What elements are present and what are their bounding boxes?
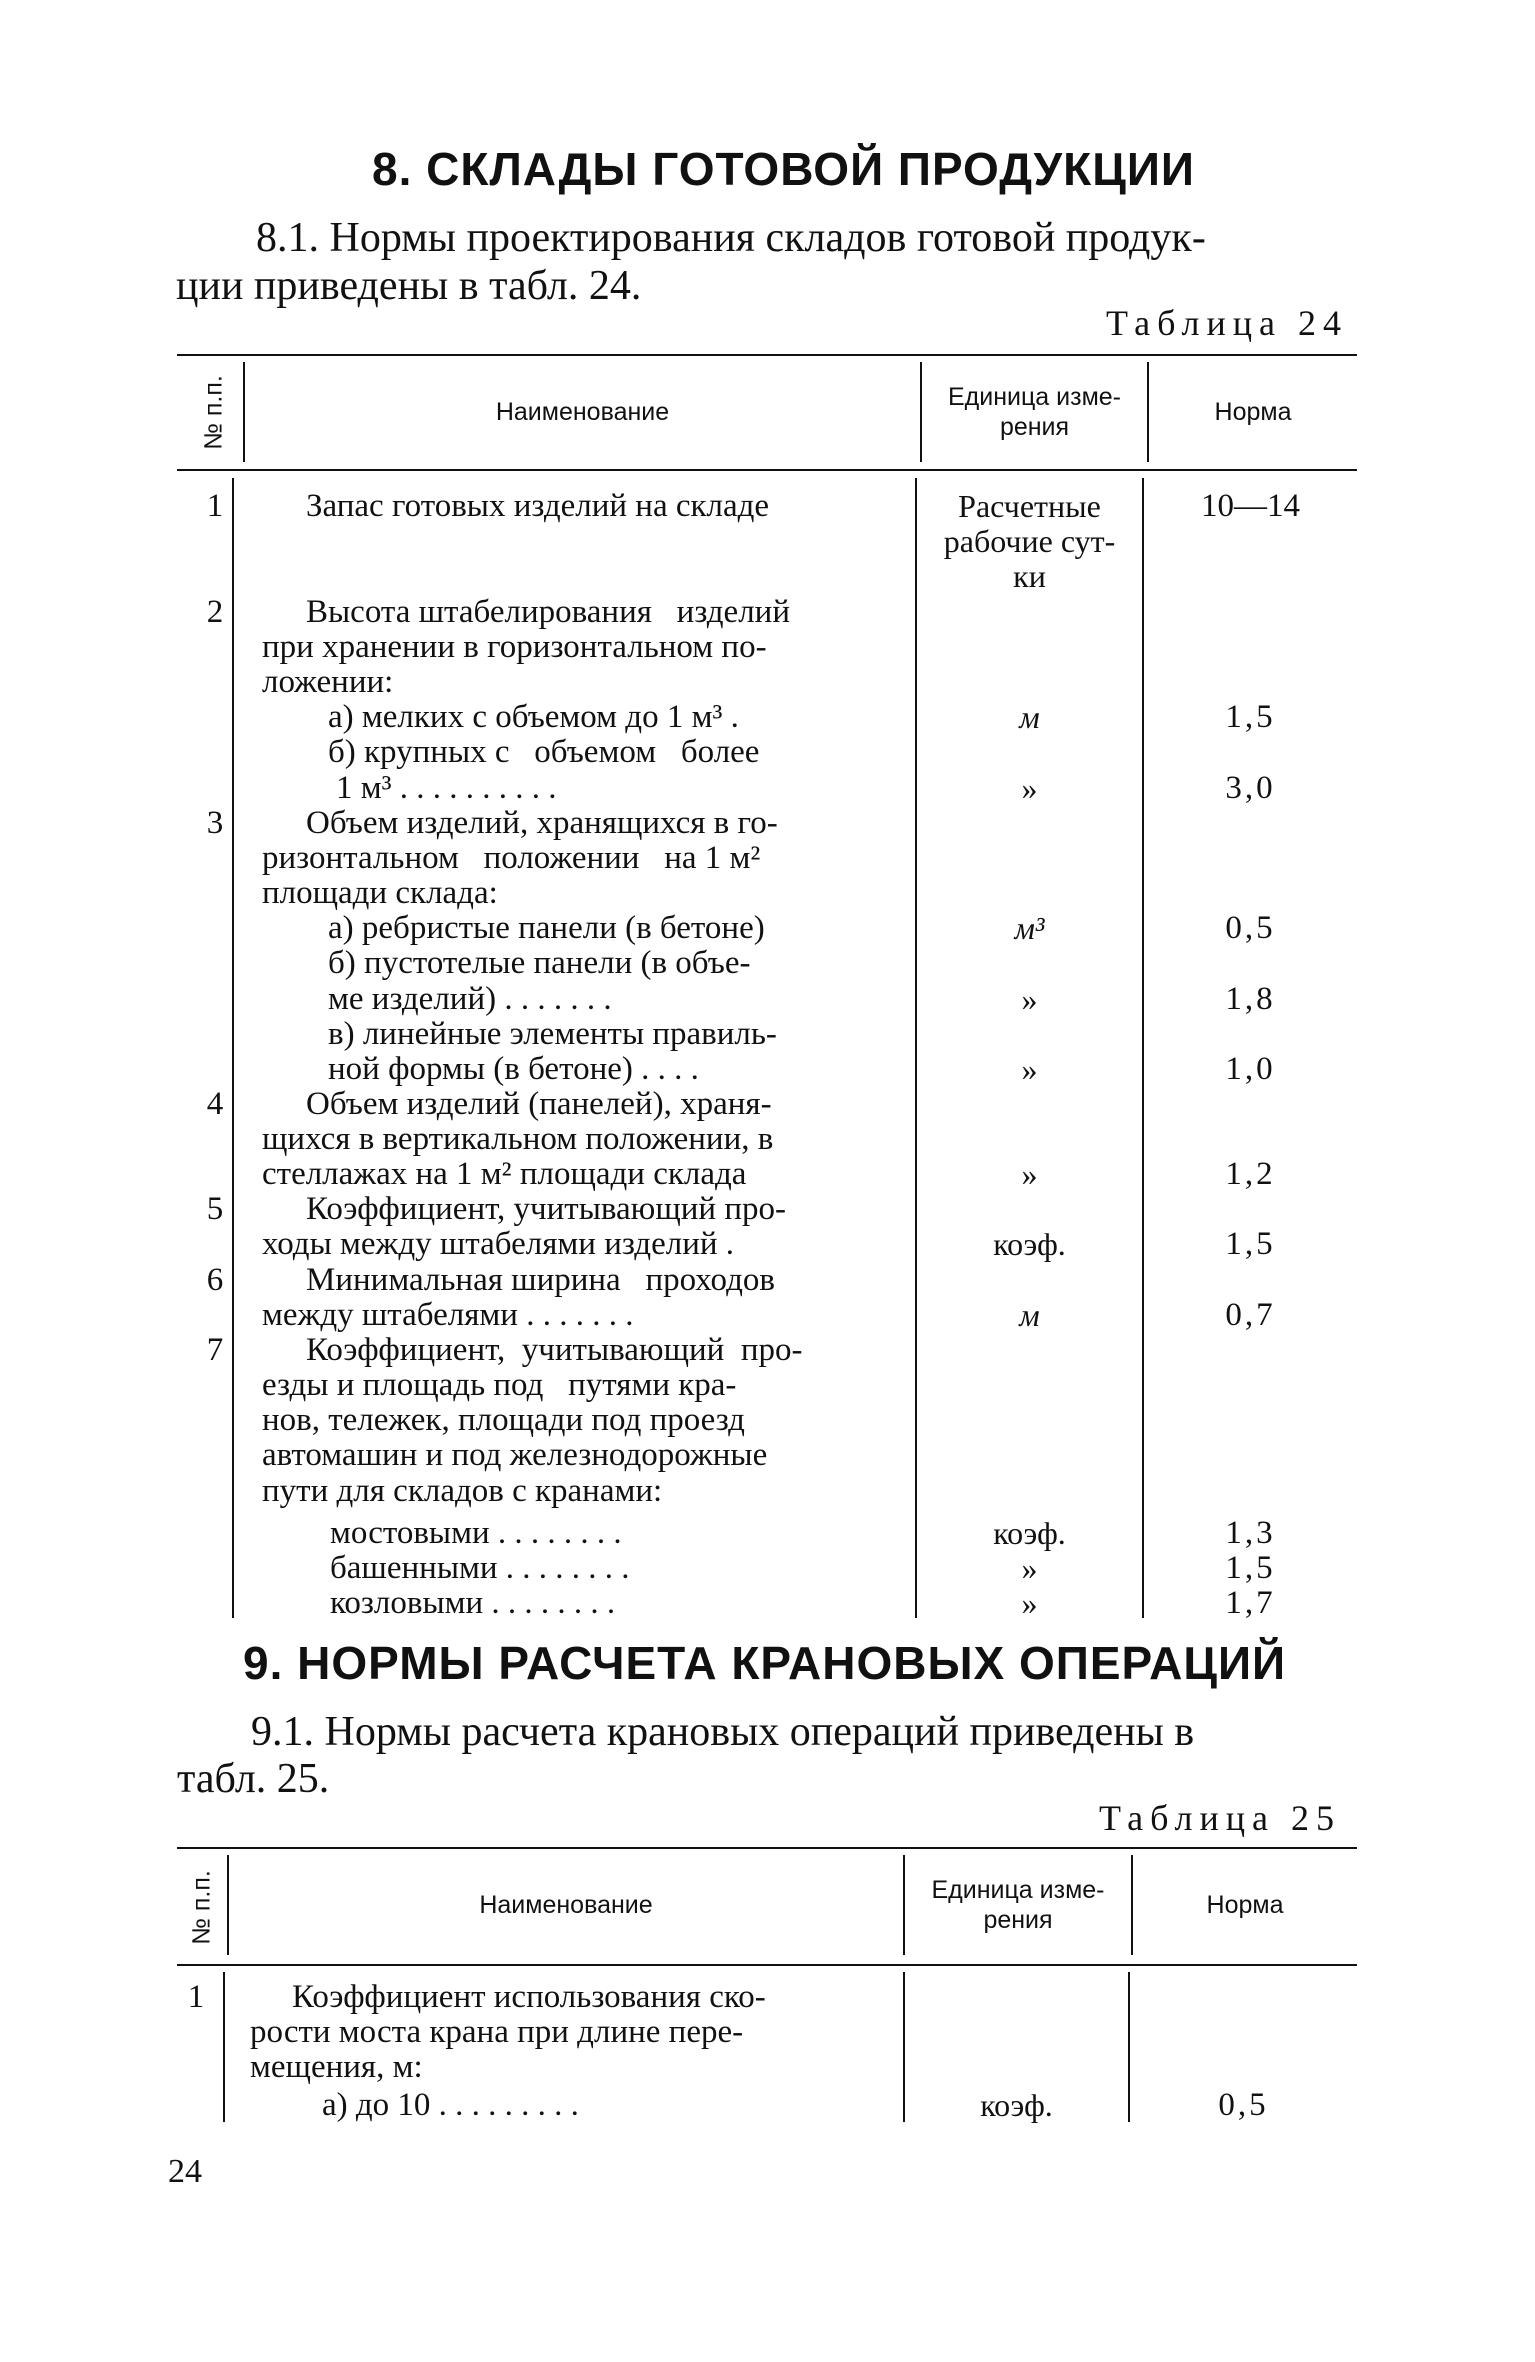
table-24-norm: 10—14 — [1201, 488, 1300, 524]
table-24-norm: 1,8 — [1225, 981, 1276, 1017]
table-24-unit: ки — [1013, 558, 1046, 594]
table-24-name-line: между штабелями . . . . . . . — [262, 1297, 634, 1333]
table-24-name-line: автомашин и под железнодорожные — [262, 1437, 768, 1473]
table-24-name-line: а) мелких с объемом до 1 м³ . — [328, 699, 739, 735]
table-25-header-unit-line-1: Единица изме- — [931, 1876, 1105, 1904]
table-24-header-norm: Норма — [1214, 398, 1292, 426]
table-24-row-number: 6 — [206, 1262, 224, 1298]
section-9-paragraph-line-1: 9.1. Нормы расчета крановых операций приведены в — [251, 1709, 1195, 1755]
table-25-unit: коэф. — [980, 2087, 1053, 2123]
table-24-unit: м — [1019, 1297, 1040, 1333]
table-24-name-line: в) линейные элементы правиль- — [328, 1016, 777, 1052]
table-24-unit: коэф. — [993, 1226, 1066, 1262]
table-24-name-line: а) ребристые панели (в бетоне) — [328, 910, 765, 946]
table-24-name-line: пути для складов с кранами: — [262, 1473, 663, 1509]
table-24-name-line: ме изделий) . . . . . . . — [328, 981, 612, 1017]
table-24-norm: 1,0 — [1225, 1051, 1276, 1087]
table-24-name-line: щихся в вертикальном положении, в — [262, 1121, 774, 1157]
table-24-unit: » — [1021, 1585, 1038, 1621]
table-24-header-num: № п.п. — [199, 375, 228, 450]
table-24-unit: м — [1019, 699, 1040, 735]
table-24-unit: Расчетные — [958, 488, 1101, 524]
table-24-name-line: б) пустотелые панели (в объе- — [328, 945, 751, 981]
table-24-name-line: Высота штабелирования изделий — [306, 594, 790, 630]
table-24-unit: м³ — [1014, 910, 1045, 946]
table-25-name-line: Коэффициент использования ско- — [292, 1979, 766, 2015]
table-24-name-line: нов, тележек, площади под проезд — [262, 1402, 745, 1438]
table-24-norm: 0,7 — [1225, 1297, 1276, 1333]
table-24-norm: 3,0 — [1225, 770, 1276, 806]
table-24-name-line: ной формы (в бетоне) . . . . — [328, 1051, 699, 1087]
table-24-norm: 0,5 — [1225, 910, 1276, 946]
table-24-name-line: Коэффициент, учитывающий про- — [306, 1191, 786, 1227]
table-24-unit: » — [1021, 1156, 1038, 1192]
table-24-norm: 1,5 — [1225, 1550, 1276, 1586]
section-9-paragraph-line-2: табл. 25. — [177, 1756, 330, 1802]
table-24-norm: 1,3 — [1225, 1515, 1276, 1551]
table-24-header-unit-line-2: рения — [999, 413, 1070, 441]
table-24-name-line: б) крупных с объемом более — [328, 734, 760, 770]
table-24-norm: 1,7 — [1225, 1585, 1276, 1621]
table-24-name-line: ризонтальном положении на 1 м² — [262, 840, 761, 876]
table-24-norm: 1,5 — [1225, 699, 1276, 735]
table-24-row-number: 2 — [206, 594, 224, 630]
section-9-title: 9. НОРМЫ РАСЧЕТА КРАНОВЫХ ОПЕРАЦИЙ — [243, 1637, 1287, 1689]
table-25-caption: Таблица 25 — [1099, 1798, 1341, 1838]
table-24-name-line: Запас готовых изделий на складе — [306, 488, 770, 524]
table-24-unit: » — [1021, 770, 1038, 806]
table-24-header-unit-line-1: Единица изме- — [947, 383, 1121, 411]
section-8-title: 8. СКЛАДЫ ГОТОВОЙ ПРОДУКЦИИ — [372, 143, 1195, 195]
table-24-name-line: Объем изделий (панелей), храня- — [306, 1086, 772, 1122]
table-25-header-rule — [177, 1964, 1357, 1966]
section-8-paragraph-line-2: ции приведены в табл. 24. — [176, 263, 642, 309]
table-25-top-rule — [177, 1847, 1357, 1849]
table-24-name-line: козловыми . . . . . . . . — [330, 1585, 616, 1621]
table-24-name-line: башенными . . . . . . . . — [330, 1550, 630, 1586]
table-24-norm: 1,5 — [1225, 1226, 1276, 1262]
table-24-unit: » — [1021, 1051, 1038, 1087]
table-24-name-line: езды и площадь под путями кра- — [262, 1367, 737, 1403]
table-25-name-line: а) до 10 . . . . . . . . . — [322, 2087, 579, 2123]
table-24-name-line: мостовыми . . . . . . . . — [330, 1515, 622, 1551]
table-24-name-line: ложении: — [262, 664, 394, 700]
table-24-name-line: площади склада: — [262, 875, 498, 911]
table-24-top-rule — [177, 354, 1357, 356]
table-24-body-divider-1 — [232, 478, 234, 1618]
table-24-name-line: Минимальная ширина проходов — [306, 1262, 775, 1298]
table-24-name-line: ходы между штабелями изделий . — [262, 1226, 735, 1262]
table-25-norm: 0,5 — [1218, 2087, 1269, 2123]
table-24-body-divider-2 — [915, 478, 917, 1618]
table-24-name-line: Коэффициент, учитывающий про- — [306, 1332, 803, 1368]
table-24-unit: » — [1021, 981, 1038, 1017]
table-24-name-line: 1 м³ . . . . . . . . . . — [336, 770, 557, 806]
table-24-header-rule — [177, 469, 1357, 471]
table-24-norm: 1,2 — [1225, 1156, 1276, 1192]
table-24-row-number: 3 — [206, 805, 224, 841]
table-24-name-line: при хранении в горизонтальном по- — [262, 629, 767, 665]
table-24-unit: рабочие сут- — [943, 523, 1116, 559]
table-24-row-number: 4 — [206, 1086, 224, 1122]
table-24-body-divider-3 — [1142, 478, 1144, 1618]
table-24-unit: коэф. — [993, 1515, 1066, 1551]
table-24-row-number: 5 — [206, 1191, 224, 1227]
table-24-header-unit — [922, 362, 1147, 462]
table-25-name-line: рости моста крана при длине пере- — [250, 2014, 744, 2050]
table-25-header-unit — [905, 1855, 1131, 1955]
table-25-body-divider-1 — [223, 1972, 225, 2122]
table-25-name-line: мещения, м: — [250, 2049, 423, 2085]
table-24-header-name: Наименование — [495, 398, 670, 426]
table-24-row-number: 1 — [206, 488, 224, 524]
table-25-row-number: 1 — [187, 1979, 205, 2015]
page-number: 24 — [168, 2153, 202, 2190]
table-25-header-norm: Норма — [1206, 1891, 1284, 1919]
table-25-header-unit-line-2: рения — [983, 1906, 1053, 1934]
table-24-name-line: стеллажах на 1 м² площади склада — [262, 1156, 747, 1192]
table-25-header-name: Наименование — [479, 1891, 653, 1919]
table-24-row-number: 7 — [206, 1332, 224, 1368]
table-24-unit: » — [1021, 1550, 1038, 1586]
section-8-paragraph-line-1: 8.1. Нормы проектирования складов готовой продук- — [256, 215, 1206, 261]
table-24-caption: Таблица 24 — [1106, 303, 1348, 343]
table-24-name-line: Объем изделий, хранящихся в го- — [306, 805, 778, 841]
table-25-header-num: № п.п. — [187, 1870, 216, 1945]
